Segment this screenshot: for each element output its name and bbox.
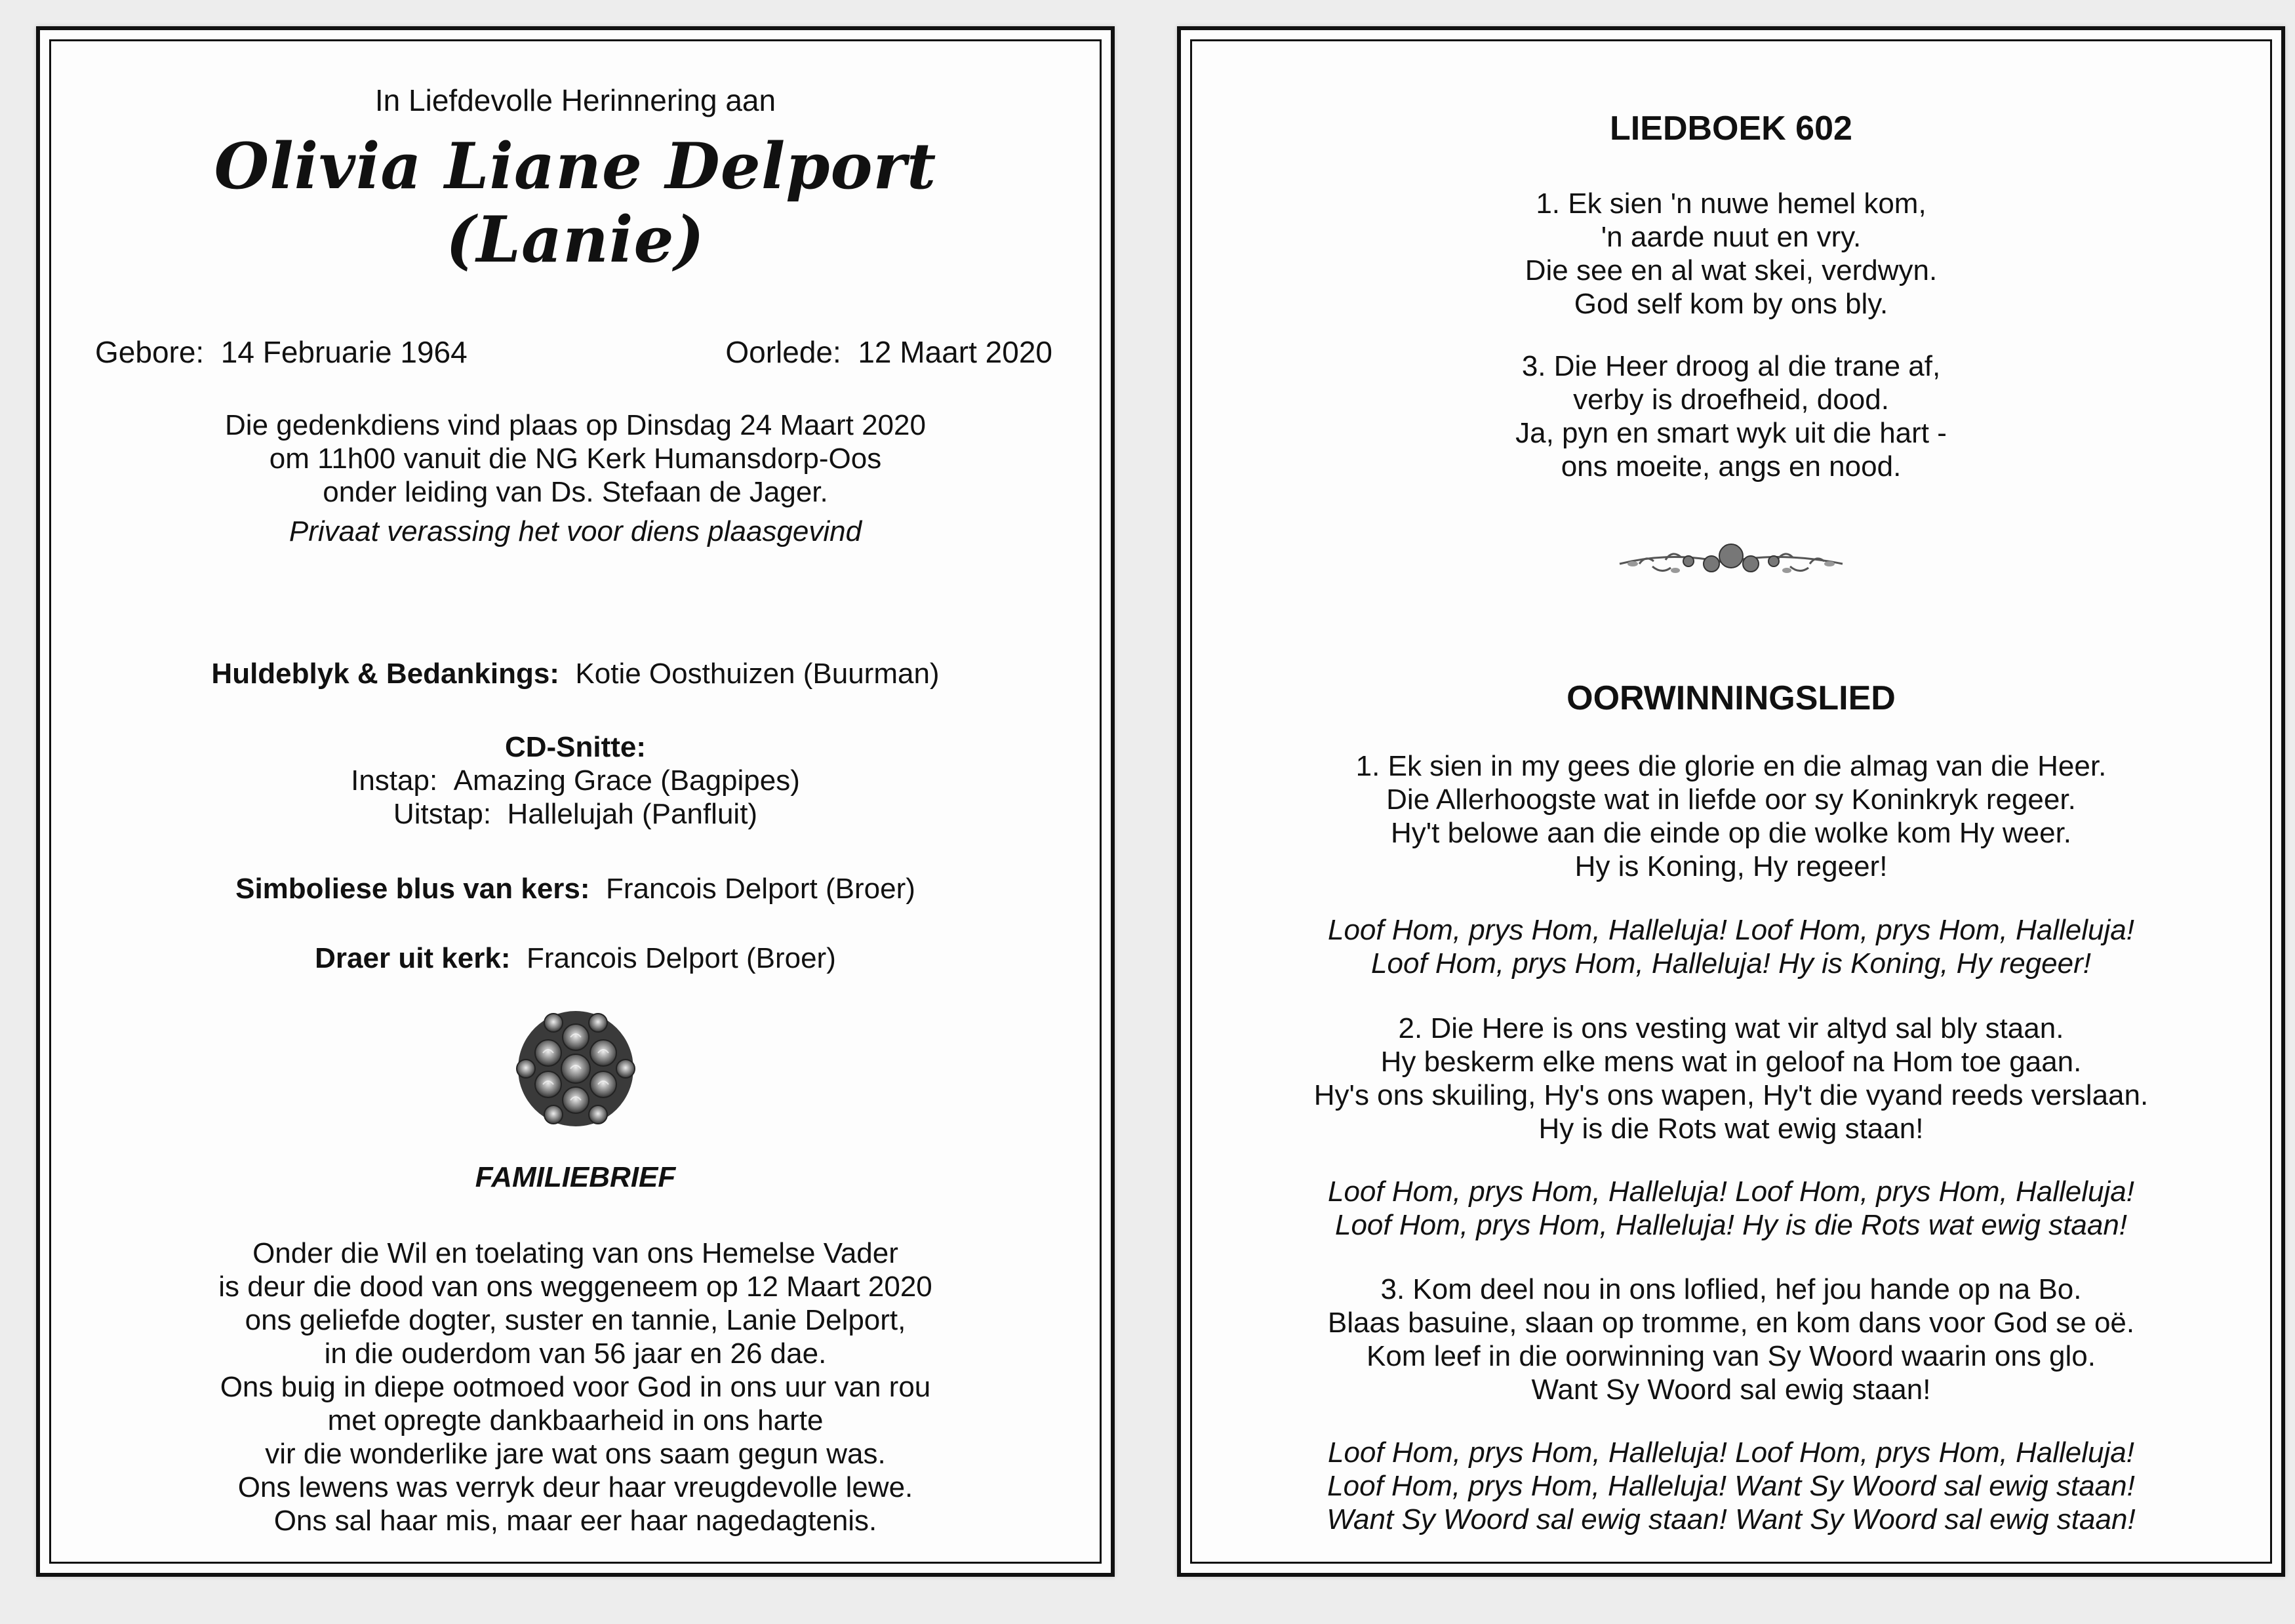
hymn-verse-3: [1177, 349, 2285, 483]
song-line: Die Allerhoogste wat in liefde oor sy Koninkryk regeer.: [1386, 783, 2076, 816]
family-letter-line: ons geliefde dogter, suster en tannie, Lanie Delport,: [245, 1304, 906, 1336]
deceased-nickname: (Lanie): [446, 203, 705, 277]
family-letter-line: Onder die Wil en toelating van ons Hemelse Vader: [252, 1237, 898, 1269]
family-letter-line: Ons buig in diepe ootmoed voor God in ons uur van rou: [220, 1371, 931, 1403]
hymn-verse-1: [1177, 187, 2285, 321]
bearer-line: [36, 941, 1115, 975]
service-line: om 11h00 vanuit die NG Kerk Humansdorp-Oos: [269, 443, 882, 475]
cd-in-label: Instap:: [351, 764, 438, 797]
rose-bouquet-icon: [510, 1003, 641, 1138]
cd-heading: CD-Snitte:: [504, 731, 647, 763]
tribute-value: Kotie Oosthuizen (Buurman): [575, 658, 940, 690]
born-label: Gebore:: [95, 335, 205, 369]
family-letter-line: vir die wonderlike jare wat ons saam gegun was.: [265, 1438, 886, 1470]
song-verse-1: [1177, 749, 2285, 883]
hymn-line: God self kom by ons bly.: [1574, 288, 1888, 320]
tribute-label: Huldeblyk & Bedankings:: [211, 658, 559, 690]
hymn-line: Die see en al wat skei, verdwyn.: [1525, 254, 1938, 287]
hymn-line: Ja, pyn en smart wyk uit die hart -: [1515, 417, 1947, 449]
candle-value: Francois Delport (Broer): [606, 873, 915, 905]
service-line: Die gedenkdiens vind plaas op Dinsdag 24 Maart 2020: [225, 409, 926, 441]
cremation-note: Privaat verassing het voor diens plaasgevind: [289, 515, 862, 547]
family-letter: [36, 1237, 1115, 1537]
chorus-line: Loof Hom, prys Hom, Halleluja! Loof Hom, prys Hom, Halleluja!: [1327, 1176, 2134, 1208]
hymn-line: 1. Ek sien 'n nuwe hemel kom,: [1536, 188, 1926, 220]
song-line: 3. Kom deel nou in ons loflied, hef jou hande op na Bo.: [1380, 1273, 2082, 1305]
song-chorus-3: [1177, 1436, 2285, 1536]
right-page: [1177, 26, 2285, 1577]
bearer-value: Francois Delport (Broer): [526, 942, 836, 974]
born-info: [95, 334, 468, 370]
family-letter-line: Ons sal haar mis, maar eer haar nagedagtenis.: [273, 1505, 877, 1537]
song-line: Hy's ons skuiling, Hy's ons wapen, Hy't die vyand reeds verslaan.: [1313, 1079, 2149, 1111]
service-line: onder leiding van Ds. Stefaan de Jager.: [323, 476, 828, 508]
cd-out-line: [36, 797, 1115, 831]
family-letter-line: in die ouderdom van 56 jaar en 26 dae.: [324, 1337, 827, 1370]
chorus-line: Loof Hom, prys Hom, Halleluja! Hy is die Rots wat ewig staan!: [1334, 1209, 2128, 1241]
chorus-line: Loof Hom, prys Hom, Halleluja! Loof Hom, prys Hom, Halleluja!: [1327, 914, 2134, 946]
tribute-line: [36, 657, 1115, 690]
song-line: Want Sy Woord sal ewig staan!: [1531, 1374, 1931, 1406]
hymn-line: verby is droefheid, dood.: [1573, 384, 1889, 416]
died-info: [725, 334, 1052, 370]
died-label: Oorlede:: [725, 335, 841, 369]
chorus-line: Want Sy Woord sal ewig staan! Want Sy Woord sal ewig staan!: [1327, 1503, 2136, 1535]
family-letter-line: Ons lewens was verryk deur haar vreugdevolle lewe.: [237, 1471, 913, 1503]
hymn-line: 'n aarde nuut en vry.: [1601, 221, 1862, 253]
candle-label: Simboliese blus van kers:: [235, 873, 590, 905]
song-line: Hy't belowe aan die einde op die wolke kom Hy weer.: [1390, 817, 2072, 849]
hymn-line: 3. Die Heer droog al die trane af,: [1521, 350, 1941, 382]
song-verse-2: [1177, 1012, 2285, 1145]
song-line: 2. Die Here is ons vesting wat vir altyd sal bly staan.: [1398, 1012, 2064, 1044]
floral-divider-icon: [1613, 531, 1849, 593]
family-letter-line: met opregte dankbaarheid in ons harte: [327, 1404, 824, 1436]
song-line: Hy is die Rots wat ewig staan!: [1538, 1113, 1924, 1145]
chorus-line: Loof Hom, prys Hom, Halleluja! Loof Hom, prys Hom, Halleluja!: [1327, 1436, 2134, 1469]
song-chorus-2: [1177, 1175, 2285, 1242]
born-date: 14 Februarie 1964: [220, 335, 468, 369]
hymn-line: ons moeite, angs en nood.: [1561, 450, 1902, 483]
dates-row: [36, 334, 1115, 370]
deceased-name: Olivia Liane Delport: [214, 129, 937, 203]
left-content: [36, 26, 1115, 1577]
song-line: 1. Ek sien in my gees die glorie en die almag van die Heer.: [1355, 750, 2107, 782]
chorus-line: Loof Hom, prys Hom, Halleluja! Hy is Koning, Hy regeer!: [1371, 947, 2091, 980]
service-info: [36, 408, 1115, 509]
family-letter-heading: FAMILIEBRIEF: [475, 1161, 676, 1193]
memorial-intro: In Liefdevolle Herinnering aan: [374, 83, 776, 117]
song-verse-3: [1177, 1273, 2285, 1406]
right-content: [1177, 26, 2285, 1577]
song-line: Hy is Koning, Hy regeer!: [1574, 850, 1888, 882]
song-line: Kom leef in die oorwinning van Sy Woord waarin ons glo.: [1366, 1340, 2096, 1372]
cd-out-label: Uitstap:: [393, 798, 492, 830]
cd-out-value: Hallelujah (Panfluit): [507, 798, 758, 830]
song-line: Blaas basuine, slaan op tromme, en kom dans voor God se oë.: [1327, 1307, 2135, 1339]
cd-in-value: Amazing Grace (Bagpipes): [453, 764, 800, 797]
family-letter-line: is deur die dood van ons weggeneem op 12 Maart 2020: [218, 1271, 932, 1303]
chorus-line: Loof Hom, prys Hom, Halleluja! Want Sy Woord sal ewig staan!: [1327, 1470, 2135, 1502]
hymn-title: LIEDBOEK 602: [1610, 109, 1852, 148]
song-chorus-1: [1177, 913, 2285, 980]
cd-in-line: [36, 764, 1115, 797]
song-title: OORWINNINGSLIED: [1567, 679, 1896, 717]
bearer-label: Draer uit kerk:: [315, 942, 511, 974]
died-date: 12 Maart 2020: [858, 335, 1052, 369]
candle-line: [36, 872, 1115, 905]
left-page: [36, 26, 1115, 1577]
song-line: Hy beskerm elke mens wat in geloof na Hom toe gaan.: [1380, 1046, 2082, 1078]
